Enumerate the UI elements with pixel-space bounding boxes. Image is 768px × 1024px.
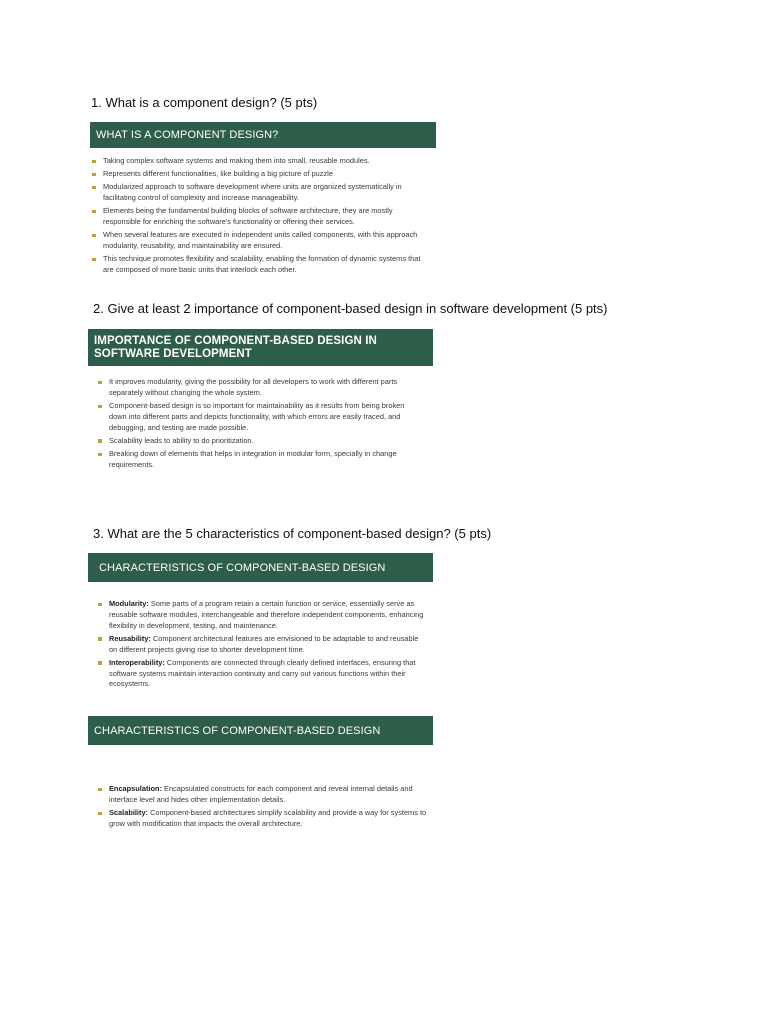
slide-title: CHARACTERISTICS OF COMPONENT-BASED DESIGN [88, 716, 433, 745]
question-2: 2. Give at least 2 importance of component-based design in software development (5 pts) [93, 301, 608, 316]
term: Interoperability: [109, 657, 165, 667]
list-item [96, 634, 427, 656]
list-item: Component-based design is so important for maintainability as it results from being broken down into different parts and depicts functionality, with which errors are easily traced, and debugging, and testing are made possible. [96, 401, 423, 433]
slide-what-is-component-design [90, 122, 436, 278]
bullet-list [90, 156, 436, 276]
list-item [96, 784, 427, 806]
term: Encapsulation: [109, 784, 162, 793]
list-item: Elements being the fundamental building blocks of software architecture, they are mostly responsible for enriching the software's functionality or offering their services. [90, 206, 428, 228]
list-item: Modularized approach to software development where units are organized systematically in facilitating control of complexity and increase manageability. [90, 182, 428, 204]
list-item: It improves modularity, giving the possibility for all developers to work with different parts separately without changing the whole system. [96, 377, 423, 399]
list-item [96, 658, 427, 690]
term: Reusability: [109, 633, 151, 643]
term: Modularity: [109, 599, 149, 608]
question-1: 1. What is a component design? (5 pts) [91, 95, 318, 110]
slide-characteristics-b [88, 716, 433, 832]
list-item: Represents different functionalities, like building a big picture of puzzle [90, 169, 428, 180]
list-item [96, 808, 427, 830]
slide-characteristics-a [88, 553, 433, 693]
bullet-list [88, 377, 433, 471]
list-item [96, 599, 427, 631]
question-3: 3. What are the 5 characteristics of component-based design? (5 pts) [93, 526, 492, 541]
description: Component-based architectures simplify scalability and provide a way for systems to grow with modification that impacts the overall architecture. [109, 807, 427, 828]
slide-title: WHAT IS A COMPONENT DESIGN? [90, 122, 436, 148]
bullet-list [88, 784, 433, 830]
description: Component architectural features are envisioned to be adaptable to and reusable on different projects giving rise to shorter development time. [109, 633, 419, 654]
description: Some parts of a program retain a certain function or service, essentially serve as reusable software modules, interchangeable and therefore independent components, enhancing flexibility in development, testing, and maintenance. [109, 599, 424, 630]
bullet-list [88, 599, 433, 690]
slide-importance [88, 329, 433, 473]
term: Scalability: [109, 807, 149, 817]
description: Encapsulated constructs for each component and reveal internal details and interface level and hides other implementation details. [109, 784, 413, 804]
slide-title: IMPORTANCE OF COMPONENT-BASED DESIGN IN SOFTWARE DEVELOPMENT [88, 329, 433, 366]
list-item: Breaking down of elements that helps in integration in modular form, specially in change requirements. [96, 449, 423, 471]
slide-title: CHARACTERISTICS OF COMPONENT-BASED DESIGN [88, 553, 433, 582]
list-item: Taking complex software systems and making them into small, reusable modules. [90, 156, 428, 167]
list-item: This technique promotes flexibility and scalability, enabling the formation of dynamic systems that are composed of more basic units that interlock each other. [90, 254, 428, 276]
list-item: When several features are executed in independent units called components, with this approach modularity, reusability, and maintainability are ensured. [90, 230, 428, 252]
description: Components are connected through clearly defined interfaces, ensuring that software systems maintain interaction continuity and carry out various functions within their ecosystems. [109, 657, 416, 689]
list-item: Scalability leads to ability to do prioritization. [96, 436, 423, 447]
